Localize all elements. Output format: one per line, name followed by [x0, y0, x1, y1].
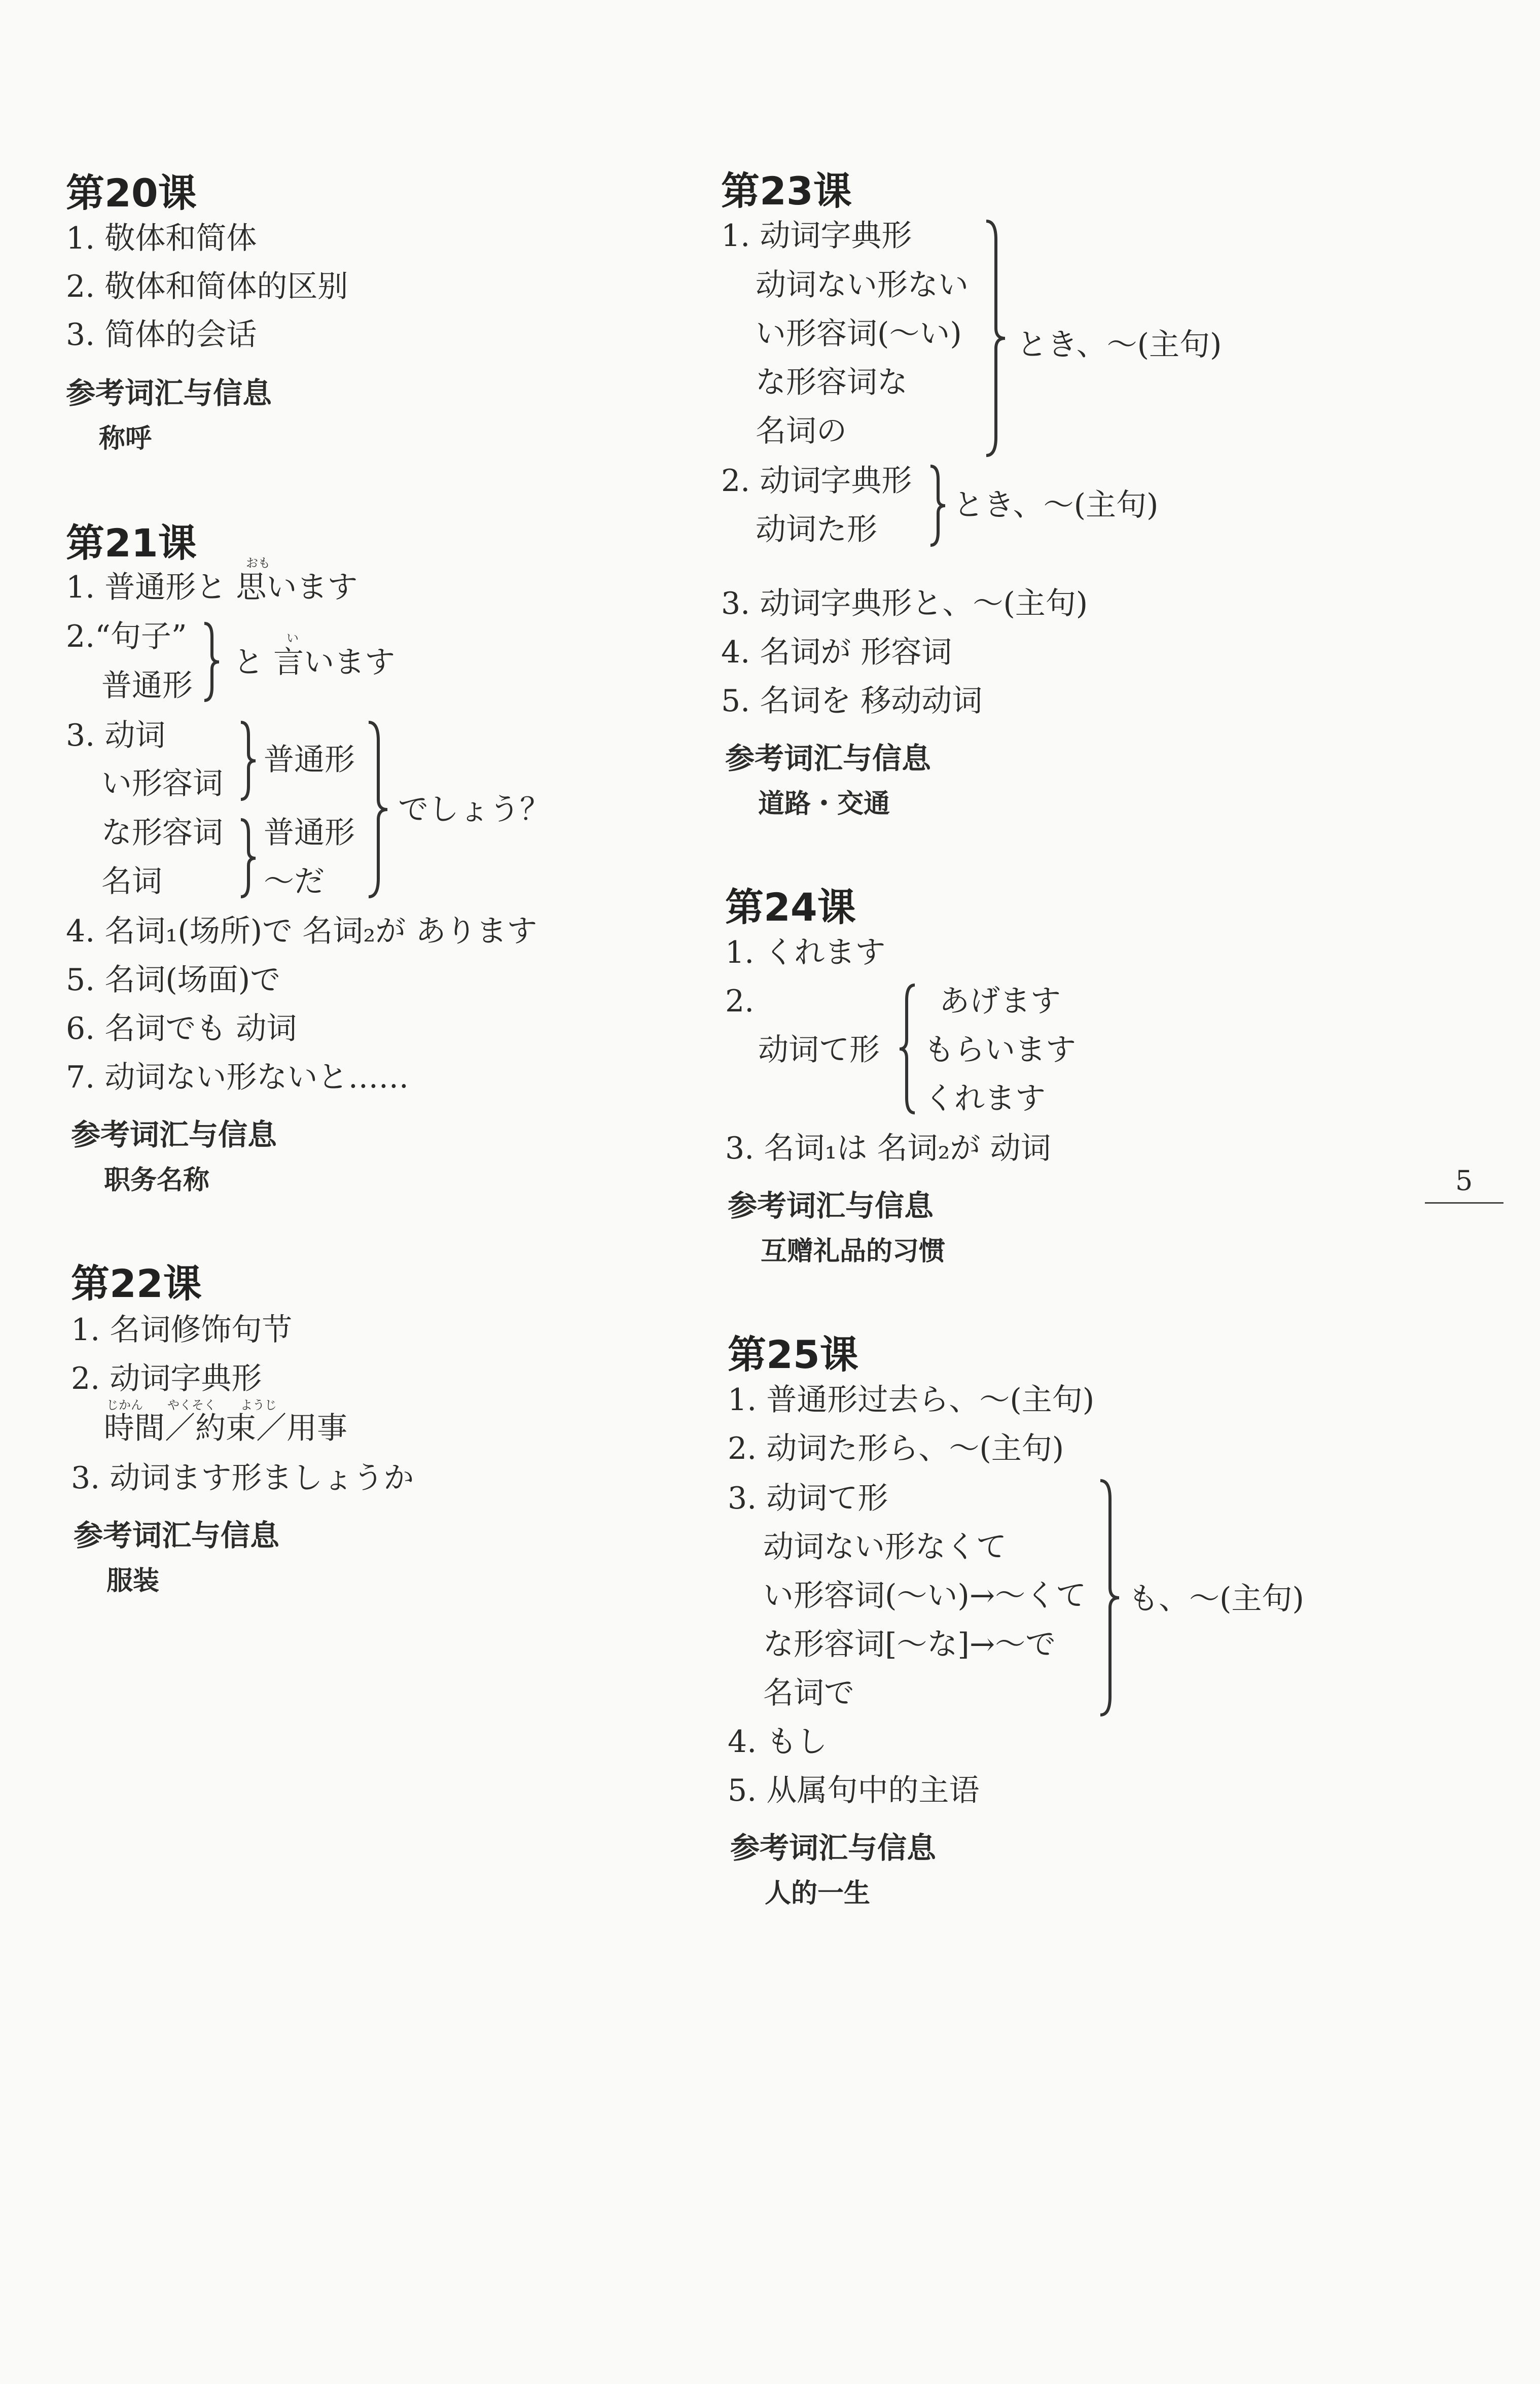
lesson-25-item-5: 5. 从属句中的主语: [728, 1773, 980, 1808]
lesson-21-item-3-plain-1: 普通形: [264, 742, 355, 778]
lesson-21-item-1: 1. 普通形と 思います: [66, 570, 358, 605]
lesson-23-item-1-tail: とき、～(主句): [1017, 327, 1222, 363]
lesson-24-item-1: 1. くれます: [725, 935, 886, 970]
lesson-24-option-ageru: あげます: [939, 984, 1061, 1019]
lesson-25-item-1: 1. 普通形过去ら、～(主句): [728, 1382, 1095, 1418]
lesson-25-item-2: 2. 动词た形ら、～(主句): [728, 1431, 1064, 1466]
lesson-25-ref-heading: 参考词汇与信息: [730, 1831, 937, 1865]
lesson-21-item-2-brace: [202, 621, 222, 703]
lesson-23-item-4: 4. 名词が 形容词: [721, 635, 952, 670]
lesson-25-item-3c: い形容词(～い)→～くて: [763, 1578, 1087, 1614]
lesson-25-topic: 人的一生: [765, 1878, 871, 1909]
lesson-21-item-3-na-adj: な形容词: [101, 815, 223, 851]
lesson-20-item-2: 2. 敬体和简体的区别: [66, 269, 348, 304]
lesson-25-item-3-brace: [1098, 1479, 1123, 1717]
lesson-23-item-1a: 1. 动词字典形: [721, 218, 912, 254]
lesson-23-item-2b: 动词た形: [756, 512, 877, 547]
lesson-23-item-1e: 名词の: [756, 413, 847, 449]
lesson-21-ruby-omo: おも: [246, 556, 270, 570]
lesson-25-item-3a: 3. 动词て形: [728, 1481, 888, 1516]
lesson-21-item-2-plain: 普通形: [101, 668, 193, 704]
lesson-25-item-3e: 名词で: [763, 1675, 854, 1711]
lesson-24-title: 第24课: [725, 885, 856, 930]
lesson-21-item-2-quote: 2.“句子”: [66, 619, 187, 654]
lesson-24-ref-heading: 参考词汇与信息: [728, 1188, 934, 1223]
lesson-23-item-5: 5. 名词を 移动动词: [721, 683, 983, 719]
lesson-20-item-1: 1. 敬体和简体: [66, 221, 257, 256]
lesson-21-item-4: 4. 名词₁(场所)で 名词₂が あります: [66, 914, 538, 949]
lesson-20-topic: 称呼: [99, 424, 152, 454]
lesson-21-ruby-i: い: [286, 631, 299, 645]
lesson-21-ref-heading: 参考词汇与信息: [71, 1117, 277, 1152]
lesson-21-topic: 职务名称: [104, 1165, 210, 1196]
lesson-22-topic: 服装: [106, 1566, 160, 1596]
lesson-23-item-1-brace: [984, 219, 1009, 458]
lesson-21-item-3-tail: でしょう？: [398, 792, 550, 827]
lesson-21-item-3-brace-a: [238, 720, 259, 801]
page-number: 5: [1455, 1165, 1473, 1197]
lesson-21-title: 第21课: [66, 520, 197, 566]
lesson-21-item-3-verb: 3. 动词: [66, 718, 166, 753]
lesson-23-item-2a: 2. 动词字典形: [721, 463, 912, 499]
lesson-23-item-1d: な形容词な: [756, 365, 908, 400]
lesson-23-topic: 道路・交通: [758, 789, 890, 819]
lesson-22-item-3: 3. 动词ます形ましょうか: [71, 1460, 414, 1496]
lesson-21-item-3-da: ～だ: [264, 864, 325, 899]
lesson-21-item-7: 7. 动词ない形ないと……: [66, 1060, 409, 1095]
lesson-23-ref-heading: 参考词汇与信息: [725, 741, 932, 776]
lesson-20-title: 第20课: [66, 170, 197, 216]
lesson-21-item-6: 6. 名词でも 动词: [66, 1011, 297, 1046]
lesson-24-item-3: 3. 名词₁は 名词₂が 动词: [725, 1131, 1051, 1166]
lesson-24-item-2: 2.: [725, 984, 755, 1019]
lesson-20-ref-heading: 参考词汇与信息: [66, 376, 272, 410]
lesson-22-item-2-nouns: 時間／約束／用事: [104, 1411, 347, 1446]
lesson-25-item-3b: 动词ない形なくて: [763, 1529, 1007, 1565]
lesson-22-item-2: 2. 动词字典形: [71, 1361, 262, 1396]
lesson-22-item-1: 1. 名词修饰句节: [71, 1312, 293, 1348]
lesson-22-ref-heading: 参考词汇与信息: [74, 1518, 280, 1553]
lesson-21-item-3-plain-2: 普通形: [264, 815, 355, 851]
lesson-25-item-3d: な形容词[～な]→～で: [763, 1627, 1056, 1662]
lesson-24-topic: 互赠礼品的习惯: [761, 1236, 946, 1267]
lesson-24-item-2-brace: [898, 983, 918, 1115]
page-number-rule: [1425, 1202, 1503, 1204]
lesson-23-item-2-brace: [928, 464, 948, 548]
lesson-24-option-kureru: くれます: [924, 1081, 1046, 1116]
lesson-20-item-3: 3. 简体的会话: [66, 317, 257, 353]
lesson-22-ruby: じかん やくそく ようじ: [106, 1398, 277, 1412]
lesson-25-item-3-tail: も、～(主句): [1128, 1581, 1304, 1617]
lesson-25-title: 第25课: [728, 1332, 858, 1377]
lesson-21-item-3-i-adj: い形容词: [101, 766, 223, 801]
lesson-23-item-2-tail: とき、～(主句): [953, 487, 1159, 523]
lesson-23-title: 第23课: [721, 168, 852, 214]
lesson-22-title: 第22课: [71, 1261, 202, 1306]
lesson-23-item-1b: 动词ない形ない: [756, 267, 969, 303]
lesson-24-option-morau: もらいます: [924, 1032, 1076, 1068]
lesson-21-item-2-tail: と 言います: [233, 645, 396, 680]
lesson-21-item-5: 5. 名词(场面)で: [66, 962, 281, 998]
lesson-25-item-4: 4. もし: [728, 1724, 828, 1760]
lesson-24-item-2-verb: 动词て形: [758, 1032, 880, 1068]
lesson-23-item-3: 3. 动词字典形と、～(主句): [721, 586, 1088, 621]
lesson-21-item-3-noun: 名词: [101, 864, 162, 899]
lesson-23-item-1c: い形容词(～い): [756, 316, 962, 352]
lesson-21-item-3-brace-c: [366, 720, 391, 899]
lesson-21-item-3-brace-b: [238, 818, 259, 899]
